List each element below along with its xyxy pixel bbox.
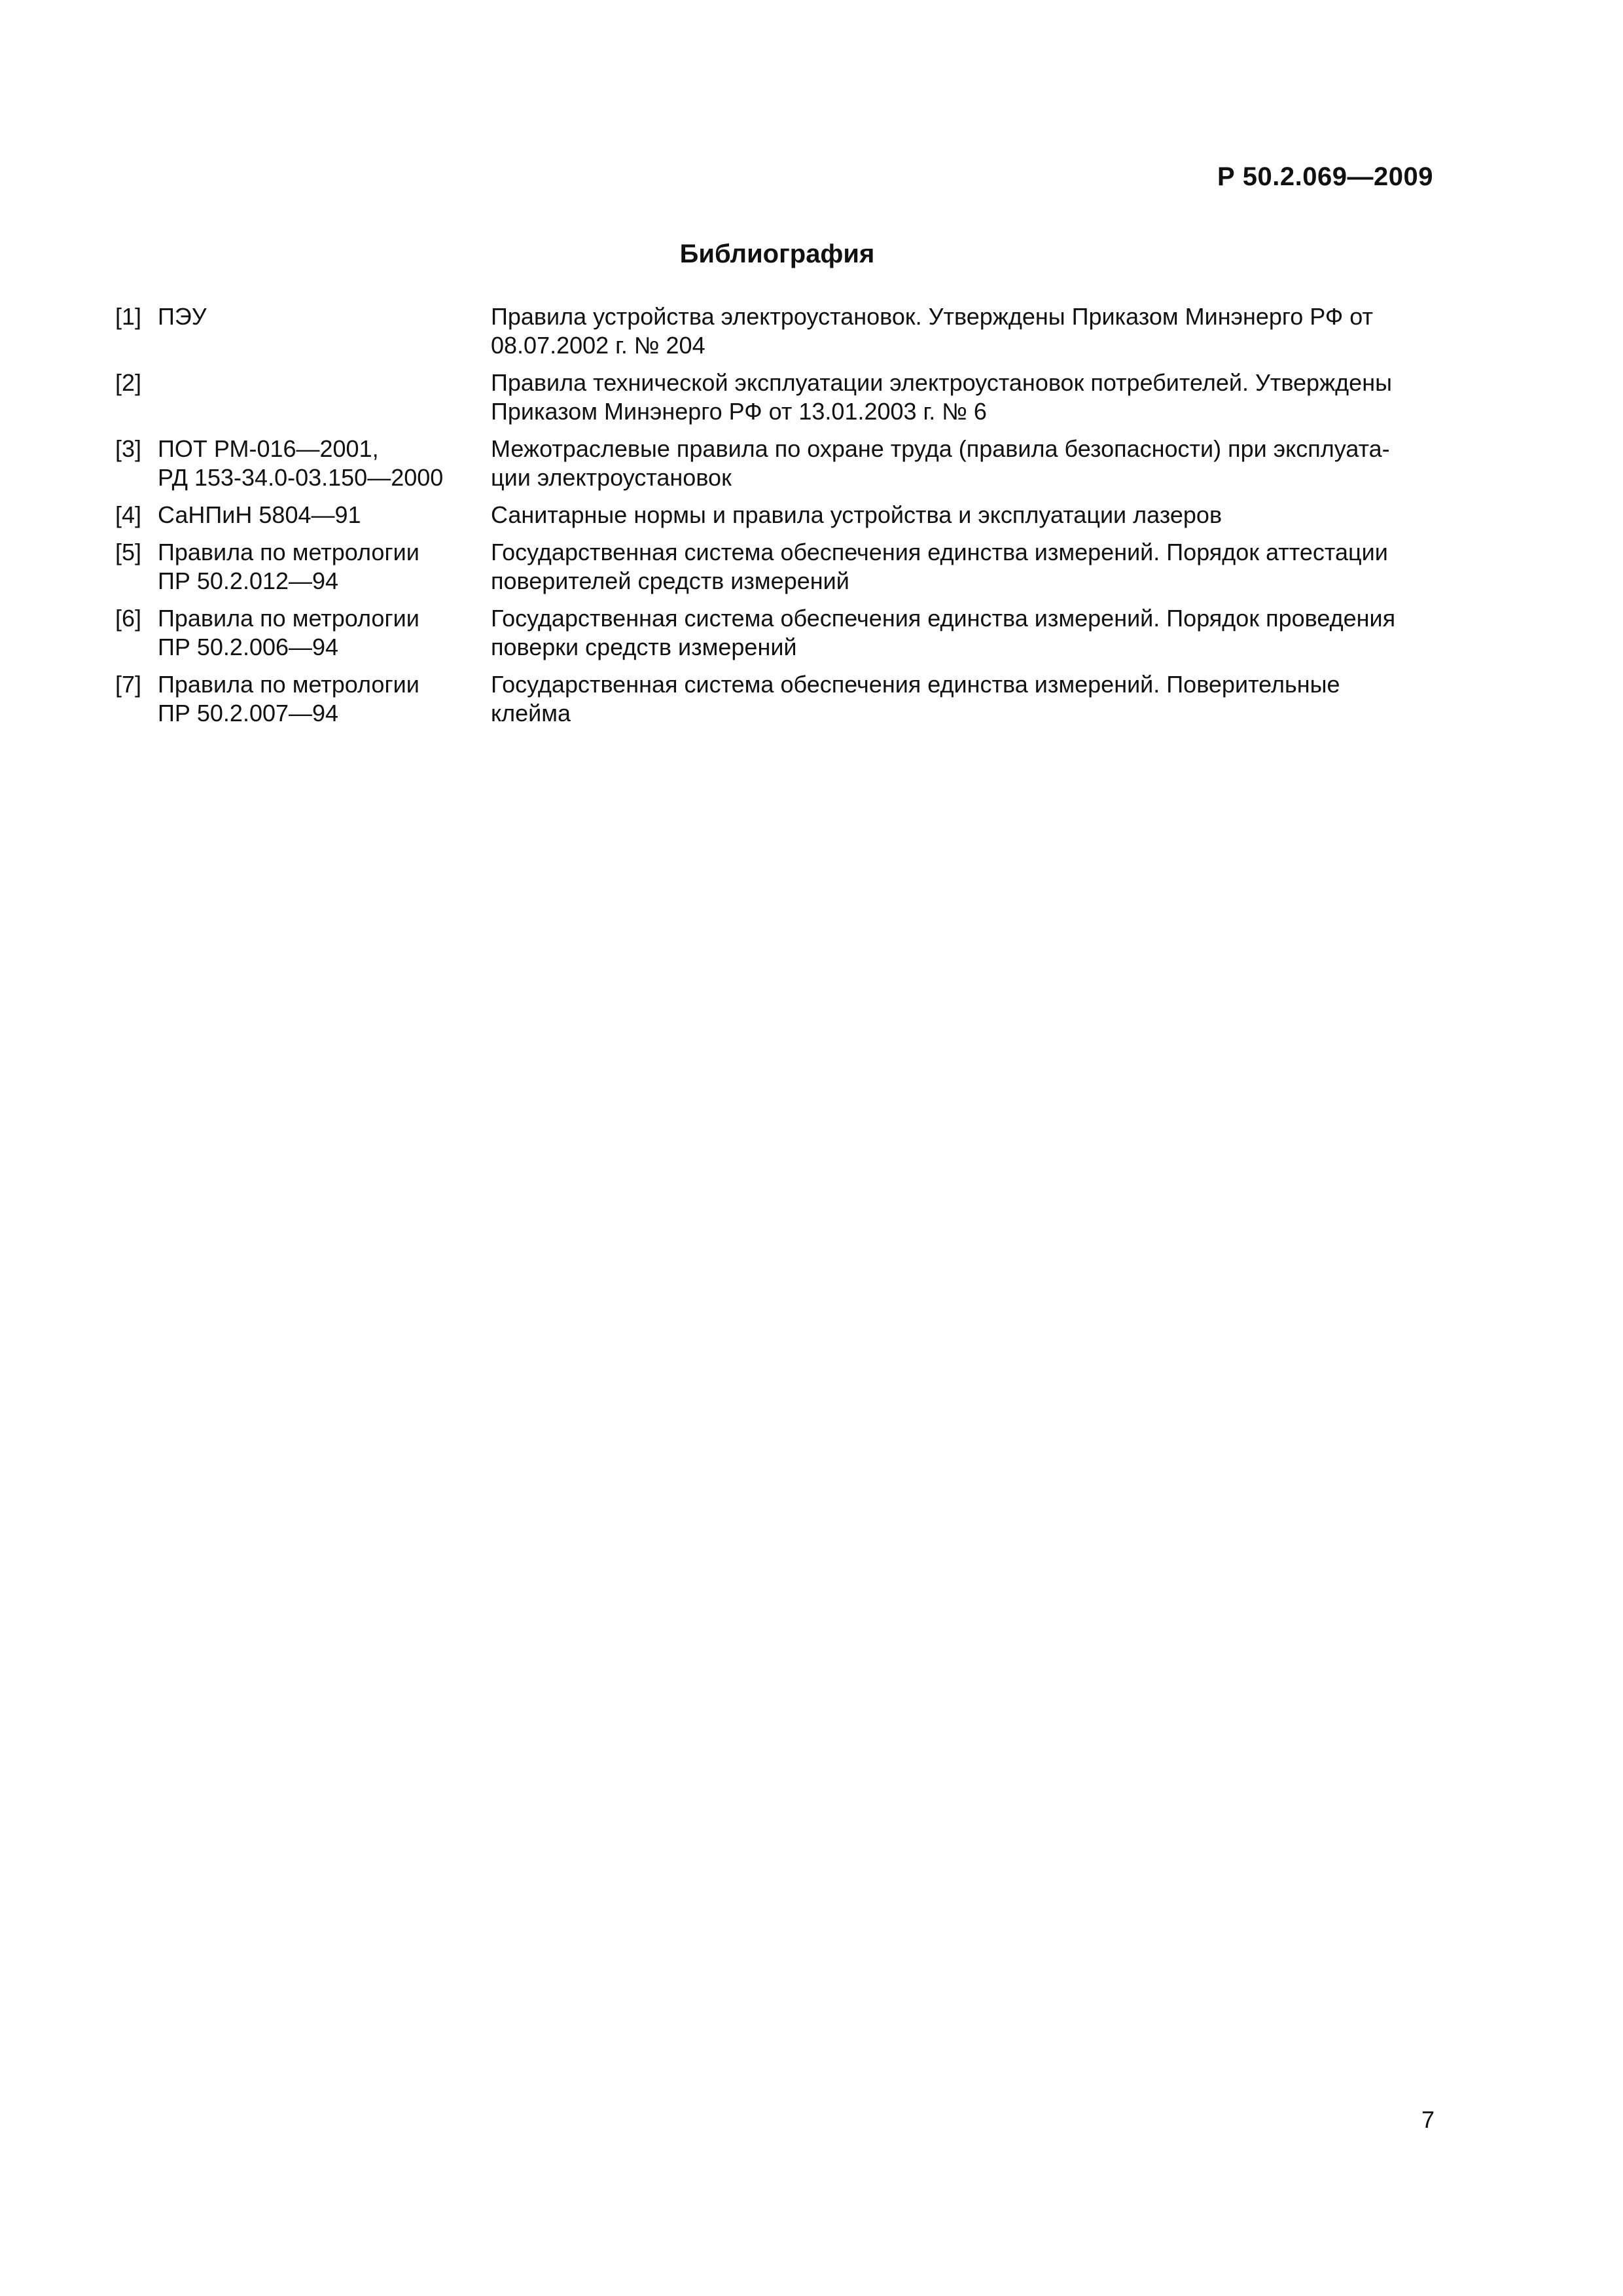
bibliography-entry bbox=[115, 538, 1441, 596]
entry-number: [2] bbox=[115, 369, 142, 396]
document-code: Р 50.2.069—2009 bbox=[1217, 162, 1433, 191]
bibliography-title: Библиография bbox=[679, 240, 875, 268]
entry-number: [7] bbox=[115, 671, 142, 698]
entry-description: Государственная система обеспечения единства измерений. Поверительные клейма bbox=[491, 671, 1340, 726]
entry-source: ПОТ РМ-016—2001, РД 153-34.0-03.150—2000 bbox=[158, 435, 444, 491]
entry-number: [3] bbox=[115, 435, 142, 462]
entry-description: Правила технической эксплуатации электроустановок потребителей. Утверждены Приказом Минэнерго РФ от 13.01.2003 г. № 6 bbox=[491, 369, 1392, 425]
entry-description: Государственная система обеспечения единства измерений. Порядок проведения поверки средств измерений bbox=[491, 605, 1396, 660]
bibliography-entry bbox=[115, 435, 1441, 492]
entry-description: Государственная система обеспечения единства измерений. Порядок аттестации поверителей средств измерений bbox=[491, 539, 1388, 594]
entry-source: ПЭУ bbox=[158, 303, 207, 330]
bibliography-list bbox=[115, 302, 1441, 736]
bibliography-entry bbox=[115, 501, 1441, 529]
bibliography-entry bbox=[115, 604, 1441, 662]
page-number: 7 bbox=[1421, 2106, 1435, 2133]
bibliography-entry bbox=[115, 368, 1441, 426]
entry-number: [4] bbox=[115, 501, 142, 528]
entry-description: Санитарные нормы и правила устройства и эксплуатации лазеров bbox=[491, 501, 1222, 528]
entry-source: Правила по метрологии ПР 50.2.007—94 bbox=[158, 671, 419, 726]
entry-description: Правила устройства электроустановок. Утверждены Приказом Минэнерго РФ от 08.07.2002 г. № 204 bbox=[491, 303, 1373, 359]
entry-source: Правила по метрологии ПР 50.2.012—94 bbox=[158, 539, 419, 594]
entry-source bbox=[158, 368, 491, 426]
entry-number: [5] bbox=[115, 539, 142, 565]
entry-source: Правила по метрологии ПР 50.2.006—94 bbox=[158, 605, 419, 660]
entry-description: Межотраслевые правила по охране труда (правила безопасности) при эксплуата- ции электроустановок bbox=[491, 435, 1390, 491]
entry-number: [1] bbox=[115, 303, 142, 330]
bibliography-entry bbox=[115, 302, 1441, 360]
entry-number: [6] bbox=[115, 605, 142, 632]
entry-source: СаНПиН 5804—91 bbox=[158, 501, 361, 528]
bibliography-entry bbox=[115, 670, 1441, 728]
